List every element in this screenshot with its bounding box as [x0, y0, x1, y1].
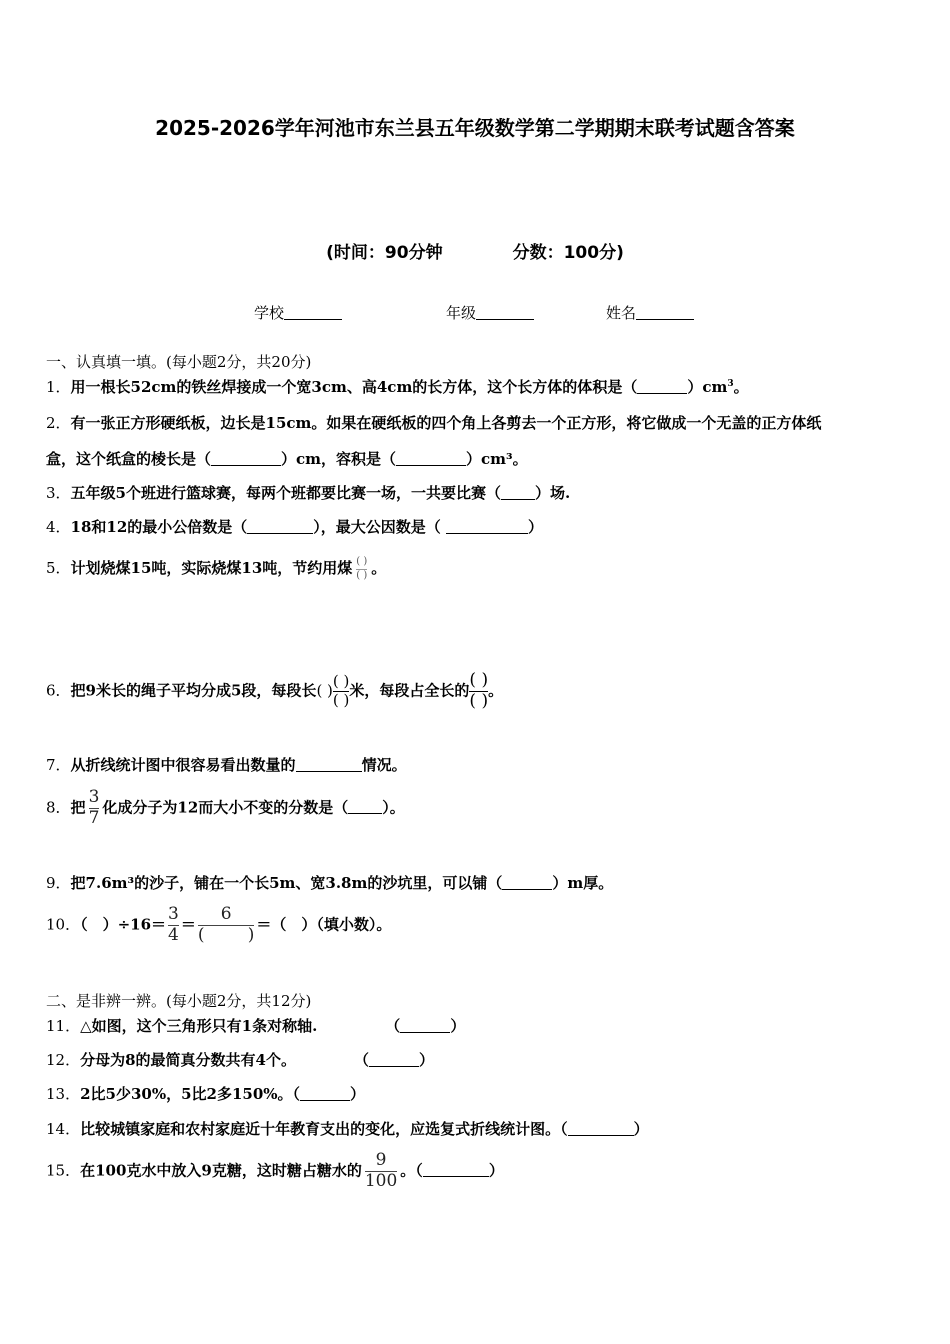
exam-meta	[0, 238, 950, 263]
q8-end: ）。	[382, 798, 405, 817]
q6-frac1-den: ( )	[332, 690, 350, 709]
exam-time: (时间：90分钟	[326, 243, 443, 263]
q8-frac-den: 7	[88, 807, 100, 828]
q14-text: 比较城镇家庭和农村家庭近十年教育支出的变化，应选复式折线统计图。（	[80, 1120, 568, 1138]
q11-close: ）	[450, 1017, 466, 1035]
q4-c: ）	[528, 518, 544, 536]
q6-frac2-den: ( )	[469, 690, 489, 711]
q15-a: 在100克水中放入9克糖，这时糖占糖水的	[80, 1161, 362, 1180]
q5-num: 5．	[46, 559, 71, 577]
q10-frac2-num: 6	[220, 904, 232, 924]
q12-open: （	[353, 1051, 369, 1069]
question-5	[46, 557, 386, 581]
q8-a: 把	[70, 798, 86, 817]
q8-num: 8．	[46, 798, 71, 817]
q6-paren: ( )	[316, 681, 333, 700]
question-13	[46, 1083, 365, 1104]
q13-num: 13．	[46, 1085, 81, 1103]
q10-a: （ ）÷16＝	[80, 915, 167, 934]
q10-frac1-num: 3	[168, 904, 179, 924]
q6-b: 米，每段占全长的	[349, 681, 470, 700]
name-field	[606, 302, 694, 323]
q10-eq: ＝	[180, 915, 196, 934]
q8-frac-num: 3	[88, 787, 100, 807]
q13-close: ）	[350, 1085, 366, 1103]
q2-line1: 有一张正方形硬纸板，边长是15cm。如果在硬纸板的四个角上各剪去一个正方形，将它做成一个无盖的正方体纸	[70, 414, 822, 432]
q10-fraction-1	[168, 906, 179, 945]
q2-line2a: 盒，这个纸盒的棱长是（	[46, 450, 212, 468]
q15-num: 15．	[46, 1161, 81, 1180]
q15-close: ）	[488, 1161, 504, 1180]
q14-blank[interactable]	[568, 1121, 634, 1136]
question-1	[46, 376, 749, 397]
q3-text: 五年级5个班进行篮球赛，每两个班都要比赛一场，一共要比赛（	[70, 484, 501, 502]
question-2-line2	[46, 448, 528, 469]
q4-a: 18和12的最小公倍数是（	[70, 518, 248, 536]
q9-blank[interactable]	[502, 875, 552, 890]
section2-heading: 二、是非辨一辨。(每小题2分，共12分)	[46, 992, 312, 1010]
q6-fraction-1	[333, 674, 349, 709]
q5-fraction	[356, 557, 367, 581]
q6-end: 。	[488, 681, 504, 700]
q1-num: 1．	[46, 378, 71, 396]
q2-line2b: ）cm，容积是（	[281, 450, 397, 468]
q10-frac2-den: ( )	[197, 924, 255, 945]
q9-end: ）m厚。	[552, 874, 614, 892]
q15-blank[interactable]	[423, 1162, 489, 1177]
q1-tail: 。	[733, 378, 749, 396]
q7-text: 从折线统计图中很容易看出数量的	[70, 756, 296, 774]
document-title: 2025-2026学年河池市东兰县五年级数学第二学期期末联考试题含答案	[155, 116, 795, 140]
q3-end: ）场.	[535, 484, 571, 502]
q5-text: 计划烧煤15吨，实际烧煤13吨，节约用煤	[70, 559, 353, 577]
q9-num: 9．	[46, 874, 71, 892]
q14-close: ）	[633, 1120, 649, 1138]
q15-fraction	[365, 1152, 397, 1191]
name-label: 姓名	[606, 304, 637, 322]
q5-frac-den: ( )	[356, 569, 368, 581]
question-7	[46, 754, 407, 775]
grade-label: 年级	[446, 304, 477, 322]
question-15	[46, 1152, 504, 1191]
question-14	[46, 1118, 649, 1139]
q5-frac-num: ( )	[356, 556, 368, 567]
q6-frac2-num: ( )	[469, 670, 489, 690]
q8-blank[interactable]	[348, 799, 382, 814]
q13-blank[interactable]	[300, 1086, 350, 1101]
exam-score: 分数：100分)	[512, 243, 624, 263]
q10-frac1-den: 4	[168, 924, 179, 945]
q9-text: 把7.6m³的沙子，铺在一个长5m、宽3.8m的沙坑里，可以铺（	[70, 874, 503, 892]
q1-blank[interactable]	[637, 379, 687, 394]
question-10	[46, 906, 391, 945]
q11-text: △如图，这个三角形只有1条对称轴.	[80, 1017, 318, 1035]
question-8	[46, 789, 405, 828]
section1-heading: 一、认真填一填。(每小题2分，共20分)	[46, 353, 312, 371]
q1-end: ）cm	[687, 378, 728, 396]
school-label: 学校	[254, 304, 285, 322]
question-4	[46, 516, 543, 537]
q12-blank[interactable]	[369, 1052, 419, 1067]
grade-blank[interactable]	[476, 305, 534, 320]
q4-blank-1[interactable]	[247, 519, 313, 534]
q15-frac-den: 100	[364, 1170, 398, 1191]
q11-num: 11．	[46, 1017, 81, 1035]
question-6	[46, 672, 503, 711]
q6-fraction-2	[469, 672, 488, 711]
q8-b: 化成分子为12而大小不变的分数是（	[102, 798, 349, 817]
question-11	[46, 1015, 465, 1036]
q12-num: 12．	[46, 1051, 81, 1069]
school-blank[interactable]	[284, 305, 342, 320]
q4-num: 4．	[46, 518, 71, 536]
q7-blank[interactable]	[296, 757, 362, 772]
q15-b: 。（	[400, 1161, 423, 1180]
q7-num: 7．	[46, 756, 71, 774]
q3-blank[interactable]	[501, 485, 535, 500]
q8-fraction	[89, 789, 100, 828]
q15-frac-num: 9	[375, 1150, 387, 1170]
q5-end: 。	[371, 559, 387, 577]
q12-close: ）	[419, 1051, 435, 1069]
question-2-line1	[46, 412, 821, 433]
q6-frac1-num: ( )	[332, 672, 350, 691]
q10-b: ＝（ ）（填小数）。	[256, 915, 392, 934]
q7-end: 情况。	[361, 756, 407, 774]
q1-text: 用一根长52cm的铁丝焊接成一个宽3cm、高4cm的长方体，这个长方体的体积是（	[70, 378, 638, 396]
q2-line2c: ）cm³。	[466, 450, 528, 468]
q13-text: 2比5少30%，5比2多150%。（	[80, 1085, 301, 1103]
q12-text: 分母为8的最简真分数共有4个。	[80, 1051, 296, 1069]
q2-blank-2[interactable]	[396, 451, 466, 466]
q4-b: ），最大公因数是（	[313, 518, 447, 536]
q14-num: 14．	[46, 1120, 81, 1138]
school-field	[254, 302, 342, 323]
q11-blank[interactable]	[400, 1018, 450, 1033]
question-12	[46, 1049, 434, 1070]
q1-sup: 3	[727, 379, 734, 389]
q6-num: 6．	[46, 681, 71, 700]
q11-open: （	[385, 1017, 401, 1035]
q2-blank-1[interactable]	[211, 451, 281, 466]
q4-blank-2[interactable]	[446, 519, 528, 534]
q3-num: 3．	[46, 484, 71, 502]
grade-field	[446, 302, 534, 323]
name-blank[interactable]	[636, 305, 694, 320]
question-9	[46, 872, 613, 893]
q10-fraction-2	[198, 906, 255, 945]
question-3	[46, 482, 570, 503]
q6-a: 把9米长的绳子平均分成5段，每段长	[70, 681, 317, 700]
q10-num: 10．	[46, 915, 81, 934]
q2-num: 2．	[46, 414, 71, 432]
